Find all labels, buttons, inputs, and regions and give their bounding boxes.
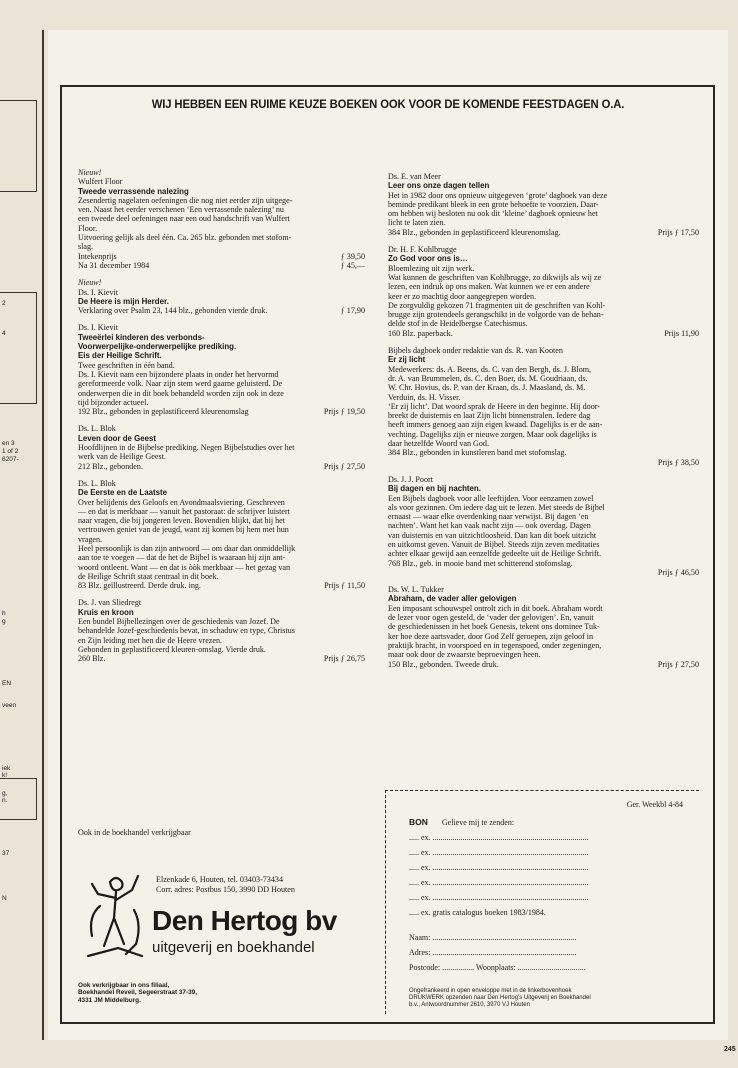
book-text: maar ook door de zwaarste beproevingen heen. (388, 650, 541, 660)
address-field[interactable]: Adres: ........................................................................ (409, 948, 577, 957)
book-text: een tweede deel oefeningen naar een oud handschrift van Wulfert (78, 214, 290, 224)
book-title: Tweede verrassende nalezing (78, 186, 189, 196)
book-text: breekt de duisternis en laat Zijn licht binnenstralen. Iedere dag (388, 411, 591, 421)
previous-page-fragment: k! (2, 772, 8, 779)
book-text: Ds. J. J. Poort (388, 474, 433, 484)
ad-banner: WIJ HEBBEN EEN RUIME KEUZE BOEKEN OOK VOOR DE KOMENDE FEESTDAGEN O.A. (151, 97, 625, 111)
book-text: de Heilige Schrift staat centraal in dit boek. (78, 571, 219, 581)
previous-page-fragment: EN (2, 680, 12, 687)
book-text: Nieuw! (78, 168, 102, 177)
price-line (388, 329, 699, 338)
order-coupon[interactable] (385, 790, 699, 1014)
book-text: de lezer voor ogen gesteld, de ‘vader der gelovigen’. En, vanuit (388, 613, 594, 623)
coupon-footnote (409, 988, 699, 1009)
previous-page-fragment: en 3 (2, 440, 15, 447)
book-text: licht te laten zien. (388, 218, 446, 228)
book-text: ker hoe deze aartsvader, door God Zelf geroepen, zijn geloof in (388, 631, 594, 641)
book-text: als voor gezinnen. Om iedere dag uit te lezen. Met steeds de Bijbel (388, 502, 605, 512)
book-title: Voorwerpelijke-onderwerpelijke prediking. (78, 342, 237, 352)
coupon-cut-line (385, 790, 699, 791)
book-price: Prijs ƒ 46,50 (657, 567, 699, 577)
book-text: nachten’. Want het kan vaak nacht zijn — ook overdag. Dagen (388, 521, 591, 531)
book-title: Er zij licht (388, 355, 426, 365)
book-text: tijd bijzonder actueel. (78, 397, 149, 407)
book-detail: 260 Blz. (78, 654, 106, 664)
book-text: ernaast — waar elke overdenking naar verwijst. Bij dagen ‘en (388, 512, 589, 522)
book-text: Ds. J. van Sliedregt (78, 598, 142, 608)
previous-page-fragment: g, (2, 790, 8, 797)
book-entry (388, 475, 699, 577)
book-detail: Verklaring over Psalm 23, 144 blz., gebonden vierde druk. (78, 306, 268, 316)
price-line (78, 261, 365, 270)
previous-page-fragment: N (2, 895, 7, 902)
page-number: 245 (724, 1046, 736, 1053)
book-title: Kruis en kroon (78, 607, 134, 617)
book-text: Floor. (78, 223, 98, 233)
book-text: Wulfert Floor (78, 177, 123, 187)
previous-page-fragment: 6207- (2, 456, 19, 463)
book-entry (78, 479, 365, 591)
book-price: ƒ 17,90 (340, 306, 365, 316)
book-text: dr. A. van Brummelen, ds. C. den Boer, ds. M. Goudriaan, ds. (388, 373, 588, 383)
book-text: Over belijdenis des Geloofs en Avondmaalsviering. Geschreven (78, 497, 285, 507)
book-detail: 212 Blz., gebonden. (78, 461, 143, 471)
previous-page-fragment: g (2, 618, 6, 625)
previous-page-fragment: 37 (2, 850, 10, 857)
book-text: Ds. E. van Meer (388, 172, 441, 181)
book-text: naar vragen, die bij jongeren leven. Bovendien blijkt, dat hij het (78, 516, 286, 526)
address-line: Corr. adres: Postbus 150, 3990 DD Houten (156, 884, 295, 894)
book-text: Ds. I. Kievit (78, 287, 119, 297)
previous-page-box (0, 100, 37, 192)
book-text: achter elkaar gewijd aan eenzelfde gedeelte uit de Heilige Schrift. (388, 549, 602, 559)
book-text: om hebben wij besloten nu ook dit ‘kleine’ dagboek opnieuw het (388, 209, 598, 219)
coupon-cut-line (385, 790, 386, 1014)
book-text: werk van de Heilige Geest. (78, 452, 166, 462)
book-text: brugge zijn grotendeels gerangschikt in de volgorde van de behan- (388, 310, 604, 320)
name-field[interactable]: Naam: ........................................................................ (409, 933, 577, 942)
publisher-tagline: uitgeverij en boekhandel (152, 939, 315, 956)
book-text: Verduin, ds. H. Visser. (388, 392, 461, 402)
book-text: gereformeerde volk. Naar zijn stem werd gaarne geluisterd. De (78, 379, 283, 389)
book-text: Bloemlezing uit zijn werk. (388, 263, 475, 273)
book-text: Gebonden in geplastificeerd kleuren-omslag. Vierde druk. (78, 644, 266, 654)
branch-line: 4331 JM Middelburg. (78, 996, 141, 1004)
book-price: Prijs ƒ 17,50 (657, 227, 699, 237)
book-text: vertrouwen geniet van de jeugd, want zij komen bij hem met hun (78, 525, 289, 535)
book-detail: 384 Blz., gebonden in geplastificeerd kleurenomslag. (388, 227, 561, 237)
book-price: Prijs ƒ 11,50 (324, 581, 365, 591)
branch-info (78, 982, 197, 1004)
footnote-line: Ongefrankeerd in open enveloppe met in de linkerbovenhoek (409, 988, 572, 994)
previous-page-column (0, 30, 44, 1040)
book-price: ƒ 45,— (340, 260, 365, 270)
book-text: Hoofdlijnen in de Bijbelse prediking. Negen Bijbelstudies over het (78, 443, 295, 453)
book-text: Nieuw! (78, 278, 102, 288)
book-text: Heel persoonlijk is dan zijn antwoord — om daar dan onmiddellijk (78, 543, 296, 553)
book-text: daar hetzelfde Woord van God. (388, 439, 490, 449)
book-entry (388, 172, 699, 237)
book-detail: 192 Blz., gebonden in geplastificeerd kleurenomslag (78, 407, 249, 417)
publisher-logo-icon (80, 870, 150, 960)
book-text: 768 Blz., geb. in mooie band met schitterend stofomslag. (388, 558, 573, 568)
book-text: Een bundel Bijbellezingen over de geschiedenis van Jozef. De (78, 617, 280, 627)
book-price: Prijs ƒ 26,75 (323, 654, 365, 664)
book-text: heeft immers genoeg aan zijn eigen kwaad. Dagelijks is er de aan- (388, 420, 603, 430)
book-text: Dr. H. F. Kohlbrugge (388, 245, 457, 255)
previous-page-fragment: 4 (2, 330, 6, 337)
bon-label: BON (409, 817, 428, 827)
book-price: Prijs ƒ 38,50 (657, 457, 699, 467)
book-entry (388, 346, 699, 467)
branch-line: Boekhandel Reveil, Segeerstraat 37-39, (78, 989, 197, 997)
book-detail: Intekenprijs (78, 251, 117, 261)
book-text: Ds. I. Kievit nam een bijzondere plaats in onder het hervormd (78, 369, 279, 379)
book-text: Een imposant schouwspel ontrolt zich in dit boek. Abraham wordt (388, 603, 603, 613)
previous-page-box (0, 292, 37, 404)
book-detail: 150 Blz., gebonden. Tweede druk. (388, 659, 499, 669)
book-text: — en dat is merkbaar — vanuit het pastoraat: de schrijver luistert (78, 506, 290, 516)
book-price: ƒ 39,50 (340, 251, 365, 261)
previous-page-fragment: veen (2, 702, 17, 709)
book-text: vechting. Dagelijks zijn er nieuwe zorgen. Maar ook dagelijks is (388, 429, 597, 439)
book-entry (78, 598, 365, 663)
book-title: Bij dagen en bij nachten. (388, 484, 481, 494)
book-title: Eis der Heilige Schrift. (78, 351, 162, 361)
quantity-field[interactable]: ..... ex. .............................................................................. (409, 878, 589, 887)
book-text: praktijk bracht, in voorspoed en in tegenspoed, onder zegeningen, (388, 640, 602, 650)
book-detail: 83 Blz. geïllustreerd. Derde druk. ing. (78, 581, 201, 591)
book-price: Prijs ƒ 19,50 (323, 407, 365, 417)
book-text: slag. (78, 242, 94, 252)
left-book-column (78, 168, 365, 672)
book-text: de geschiedenissen in het boek Genesis, tekent ons dominee Tuk- (388, 622, 600, 632)
book-entry (78, 278, 365, 315)
book-text: ven. Naast het eerder verschenen ‘Een verrassende nalezing’ nu (78, 205, 284, 215)
book-detail: 160 Blz. paperback. (388, 328, 453, 338)
availability-note: Ook in de boekhandel verkrijgbaar (78, 828, 191, 837)
price-line (78, 252, 365, 261)
catalogue-field[interactable]: ..... ex. gratis catalogus boeken 1983/1984. (409, 908, 546, 917)
book-text: Ds. L. Blok (78, 424, 116, 434)
book-text: Twee geschriften in één band. (78, 360, 175, 370)
price-line (78, 581, 365, 590)
book-text: ‘Er zij licht’. Dat woord sprak de Heere in den beginne. Hij door- (388, 401, 601, 411)
book-entry (78, 168, 365, 270)
previous-page-fragment: iek (2, 765, 11, 772)
book-text: Ds. W. L. Tukker (388, 585, 444, 595)
coupon-instruction: Gelieve mij te zenden: (441, 818, 515, 827)
book-price: Prijs ƒ 27,50 (657, 659, 699, 669)
price-line (388, 228, 699, 237)
coupon-header (409, 817, 514, 827)
book-text: Het in 1982 door ons opnieuw uitgegeven ‘grote’ dagboek van deze (388, 190, 608, 200)
book-title: Leer ons onze dagen tellen (388, 181, 490, 191)
footnote-line: DRUKWERK opzenden naar Den Hertog’s Uitgeverij en Boekhandel (409, 995, 591, 1001)
postcode-city-field[interactable]: Postcode: ................ Woonplaats: .................................. (409, 963, 586, 972)
book-text: Medewerkers: ds. A. Beens, ds. C. van den Bergh, ds. J. Blom, (388, 364, 592, 374)
book-price: Prijs 11,90 (664, 328, 699, 338)
book-entry (78, 424, 365, 470)
book-text: aan toe te voegen — dat de het de Bijbel is waaraan hij zijn ant- (78, 553, 286, 563)
book-text: Een Bijbels dagboek voor alle leeftijden. Voor eenzamen zowel (388, 493, 594, 503)
branch-line: Ook verkrijgbaar in ons filiaal, (78, 982, 170, 989)
address-line: Elzenkade 6, Houten, tel. 03403-73434 (156, 875, 283, 884)
book-text: en Zijn leiding met hen die de Heere vrezen. (78, 635, 223, 645)
book-text: Bijbels dagboek onder redaktie van ds. R. van Kooten (388, 346, 563, 356)
book-text: W. Chr. Hovius, ds. P. van der Kraan, ds. J. Maasland, ds. M. (388, 383, 586, 393)
quantity-field[interactable]: ..... ex. .............................................................................. (409, 893, 589, 902)
quantity-field[interactable]: ..... ex. .............................................................................. (409, 863, 589, 872)
footnote-line: b.v., Antwoordnummer 2610, 3970 VJ Houten (409, 1002, 530, 1008)
quantity-field[interactable]: ..... ex. .............................................................................. (409, 833, 589, 842)
book-title: Zo God voor ons is… (388, 254, 468, 264)
book-text: beminde predikant bleek in een grote behoefte te voorzien. Daar- (388, 199, 599, 209)
price-line (78, 306, 365, 315)
book-text: woord ontleent. Want — en dat is òòk merkbaar — het gezag van (78, 562, 291, 572)
book-text: Ds. L. Blok (78, 478, 116, 488)
book-title: De Eerste en de Laatste (78, 488, 168, 498)
book-price: Prijs ƒ 27,50 (323, 461, 365, 471)
publisher-name: Den Hertog bv (152, 905, 337, 936)
coupon-reference: Ger. Weekbl 4-84 (626, 800, 683, 809)
book-text: vragen. (78, 534, 103, 544)
book-text: Ds. I. Kievit (78, 323, 119, 333)
price-line (388, 660, 699, 669)
book-text: 384 Blz., gebonden in kunstleren band met stofomslag. (388, 448, 567, 458)
quantity-field[interactable]: ..... ex. .............................................................................. (409, 848, 589, 857)
previous-page-fragment: 1 of 2 (2, 448, 19, 455)
book-entry (388, 245, 699, 338)
publisher-address (156, 875, 295, 894)
previous-page-fragment: h (2, 610, 6, 617)
book-text: Wat kunnen de geschriften van Kohlbrugge, zo dikwijls als wij ze (388, 272, 602, 282)
book-text: van duisternis en van uitzichtloosheid. Dan kan dit boek uitzicht (388, 530, 597, 540)
book-text: Uitvoering gelijk als deel één. Ca. 265 blz. gebonden met stofom- (78, 233, 292, 243)
book-text: lezen, een indruk op ons maken. Wat kunnen we er een andere (388, 282, 590, 292)
book-text: onderwerpen die in dit boek behandeld worden zijn ook in deze (78, 388, 284, 398)
book-title: De Heere is mijn Herder. (78, 296, 169, 306)
price-line (78, 407, 365, 416)
book-text: delde stof in de Heidelbergse Catechismus. (388, 319, 528, 329)
book-text: Zesendertig nagelaten oefeningen die nog niet eerder zijn uitgege- (78, 195, 293, 205)
book-entry (388, 585, 699, 669)
book-title: Abraham, de vader aller gelovigen (388, 594, 517, 604)
previous-page-fragment: n. (2, 797, 8, 804)
price-line (78, 654, 365, 663)
book-title: Leven door de Geest (78, 433, 157, 443)
previous-page-fragment: 2 (2, 300, 6, 307)
price-line (78, 462, 365, 471)
book-entry (78, 323, 365, 416)
book-text: keer er zo machtig door aangegrepen worden. (388, 291, 537, 301)
right-book-column (388, 172, 699, 677)
book-text: De zorgvuldig gekozen 71 fragmenten uit de geschriften van Kohl- (388, 300, 606, 310)
book-title: Tweeërlei kinderen des verbonds- (78, 332, 205, 342)
book-text: behandelde Jozef-geschiedenis bevat, in schaduw en type, Christus (78, 626, 295, 636)
book-text: en uitkomst geven. Vanuit de Bijbel. Steeds zijn zeven meditaties (388, 539, 600, 549)
book-detail: Na 31 december 1984 (78, 260, 150, 270)
advertisement-page (48, 30, 736, 1053)
